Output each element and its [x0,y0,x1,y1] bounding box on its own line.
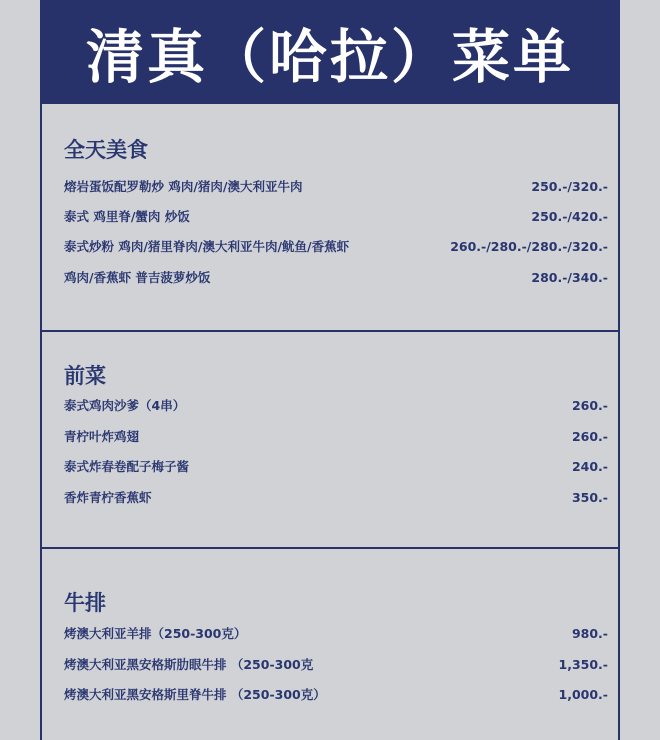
item-price: 240.- [571,458,608,474]
item-price: 1,000.- [558,686,608,702]
item-name: 泰式炸春卷配子梅子酱 [64,459,190,474]
item-price: 260.-/280.-/280.-/320.- [450,238,608,254]
menu-item [64,395,608,415]
item-price: 980.- [571,625,608,641]
menu-item [64,487,608,507]
menu-item [64,206,608,226]
section-steak [42,547,618,740]
item-name: 泰式 鸡里脊/蟹肉 炒饭 [64,209,190,224]
section-appetizers [42,330,618,549]
menu-item [64,623,608,643]
menu-card [40,0,620,740]
item-price: 350.- [571,489,608,505]
menu-item [64,426,608,446]
item-name: 泰式炒粉 鸡肉/猪里脊肉/澳大利亚牛肉/鱿鱼/香蕉虾 [64,239,350,254]
item-name: 青柠叶炸鸡翅 [64,429,140,444]
section-title: 牛排 [64,591,106,615]
menu-title: 清真（哈拉）菜单 [85,23,574,91]
item-name: 泰式鸡肉沙爹（4串） [64,398,186,413]
item-name: 熔岩蛋饭配罗勒炒 鸡肉/猪肉/澳大利亚牛肉 [64,179,303,194]
section-title: 全天美食 [64,138,148,162]
item-name: 烤澳大利亚黑安格斯肋眼牛排 （250-300克 [64,657,314,672]
section-all-day [42,104,618,332]
menu-item [64,176,608,196]
item-name: 烤澳大利亚黑安格斯里脊牛排 （250-300克） [64,687,326,702]
item-price: 250.-/420.- [531,208,608,224]
menu-item [64,684,608,704]
item-price: 260.- [571,397,608,413]
menu-item [64,654,608,674]
section-title: 前菜 [64,364,106,388]
menu-item [64,456,608,476]
item-price: 1,350.- [558,656,608,672]
item-name: 烤澳大利亚羊排（250-300克） [64,626,247,641]
item-price: 260.- [571,428,608,444]
menu-item [64,267,608,287]
menu-item [64,236,608,256]
item-name: 香炸青柠香蕉虾 [64,490,152,505]
item-name: 鸡肉/香蕉虾 普吉菠萝炒饭 [64,270,211,285]
item-price: 280.-/340.- [531,269,608,285]
item-price: 250.-/320.- [531,178,608,194]
menu-header [42,0,618,104]
